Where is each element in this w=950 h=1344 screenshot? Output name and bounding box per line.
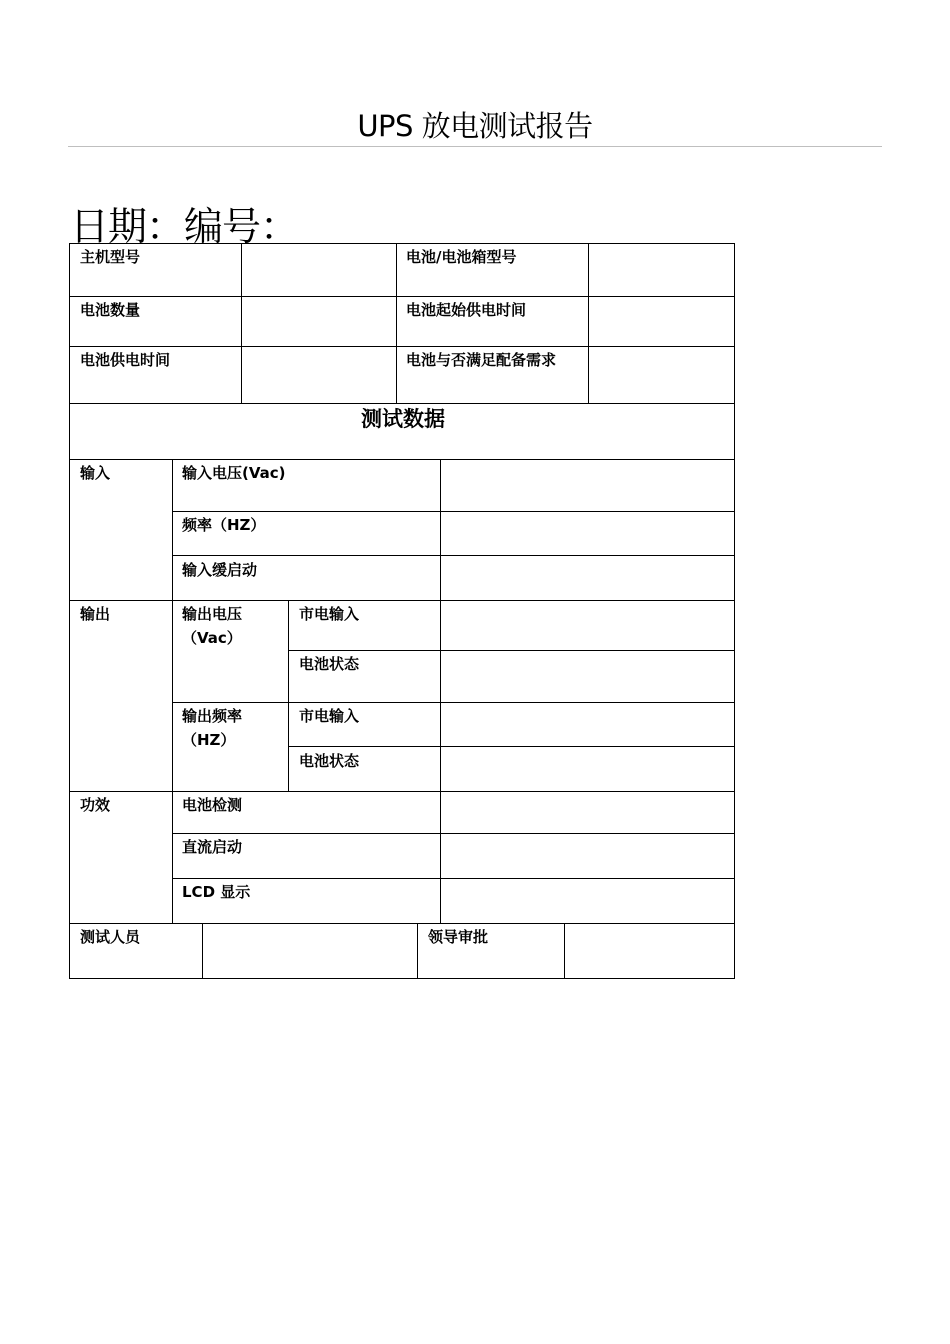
host-model-label: 主机型号 (80, 248, 141, 266)
test-data-heading: 测试数据 (361, 407, 445, 431)
input-soft-start-value-cell[interactable] (440, 555, 735, 601)
output-group-cell (69, 600, 173, 792)
dc-start-value-cell[interactable] (440, 833, 735, 879)
input-frequency-value-cell[interactable] (440, 511, 735, 556)
battery-meets-need-value-cell[interactable] (588, 346, 735, 404)
output-frequency-battery-value-cell[interactable] (440, 746, 735, 792)
output-group-label: 输出 (80, 605, 111, 623)
lcd-display-value-cell[interactable] (440, 878, 735, 924)
output-voltage-mains-label: 市电输入 (299, 605, 360, 623)
output-voltage-battery-value-cell[interactable] (440, 650, 735, 703)
number-label: 编号： (184, 205, 299, 250)
battery-check-value-cell[interactable] (440, 791, 735, 834)
date-label: 日期： (70, 205, 185, 250)
output-voltage-label-line1: 输出电压 (182, 605, 243, 623)
battery-check-label: 电池检测 (182, 796, 243, 814)
battery-start-time-value-cell[interactable] (588, 296, 735, 347)
battery-supply-time-label: 电池供电时间 (80, 351, 171, 369)
battery-model-value-cell[interactable] (588, 243, 735, 297)
input-soft-start-label: 输入缓启动 (182, 561, 258, 579)
output-voltage-label-line2: （Vac） (182, 629, 242, 647)
output-voltage-mains-value-cell[interactable] (440, 600, 735, 651)
function-group-label: 功效 (80, 796, 111, 814)
input-voltage-label: 输入电压(Vac) (182, 464, 286, 482)
output-frequency-label-line1: 输出频率 (182, 707, 243, 725)
battery-count-value-cell[interactable] (241, 296, 397, 347)
report-table (70, 244, 736, 980)
tester-value-cell[interactable] (202, 923, 418, 979)
input-group-label: 输入 (80, 464, 111, 482)
title-divider (68, 146, 882, 147)
host-model-value-cell[interactable] (241, 243, 397, 297)
tester-label: 测试人员 (80, 928, 141, 946)
input-voltage-value-cell[interactable] (440, 459, 735, 512)
lcd-display-label: LCD 显示 (182, 883, 251, 901)
battery-model-label: 电池/电池箱型号 (406, 248, 517, 266)
output-frequency-label-line2: （HZ） (182, 731, 236, 749)
battery-start-time-label: 电池起始供电时间 (406, 301, 527, 319)
approval-value-cell[interactable] (564, 923, 735, 979)
battery-meets-need-label: 电池与否满足配备需求 (406, 351, 557, 369)
output-frequency-mains-value-cell[interactable] (440, 702, 735, 747)
dc-start-label: 直流启动 (182, 838, 243, 856)
output-frequency-mains-label: 市电输入 (299, 707, 360, 725)
approval-label: 领导审批 (428, 928, 489, 946)
output-frequency-battery-label: 电池状态 (299, 752, 360, 770)
output-voltage-battery-label: 电池状态 (299, 655, 360, 673)
input-frequency-label: 频率（HZ） (182, 516, 266, 534)
battery-count-label: 电池数量 (80, 301, 141, 319)
document-title: UPS 放电测试报告 (357, 109, 593, 143)
battery-supply-time-value-cell[interactable] (241, 346, 397, 404)
